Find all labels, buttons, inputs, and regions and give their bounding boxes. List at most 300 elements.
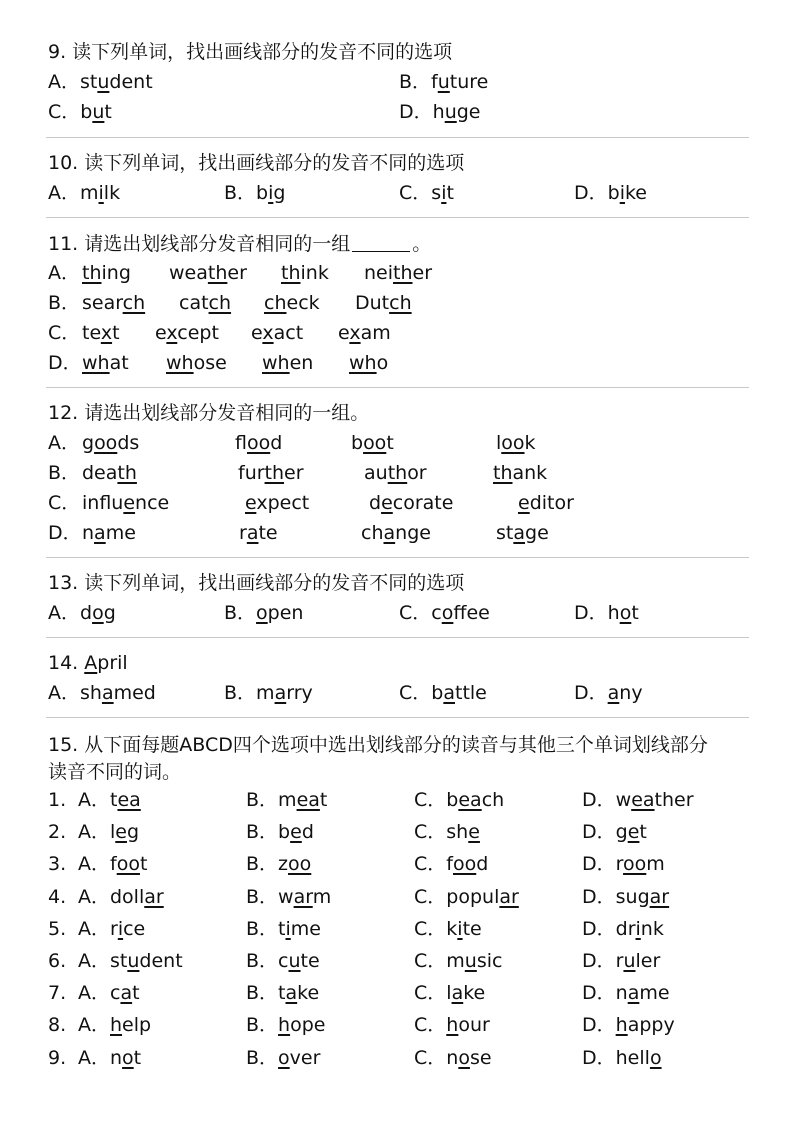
word-fragment: g (273, 182, 286, 204)
underlined-letters: oo (288, 853, 312, 876)
group-word (82, 431, 139, 455)
word-fragment: er (284, 462, 304, 484)
q15-option (78, 885, 164, 909)
underlined-letters: th (82, 262, 102, 284)
title-text: 11. 请选出划线部分发音相同的一组 (48, 233, 351, 255)
option-label: B． (246, 821, 279, 844)
underlined-letters: a (120, 982, 133, 1005)
group-word (82, 351, 129, 375)
word-fragment: n (82, 522, 95, 544)
word-fragment: t (112, 322, 120, 344)
underlined-letters: h (110, 1014, 123, 1037)
underlined-letters: a (101, 682, 114, 704)
q15-option (582, 1046, 662, 1070)
group-word (82, 461, 137, 485)
underlined-letters: u (92, 101, 105, 123)
word-fragment: d (369, 492, 382, 514)
group-word (364, 461, 427, 485)
word-fragment: sh (80, 682, 102, 704)
word-fragment: au (364, 462, 388, 484)
word-fragment: t (386, 432, 394, 454)
underlined-letters: th (207, 262, 228, 284)
word-fragment: ose (193, 352, 227, 374)
word-fragment: t (278, 917, 286, 940)
underlined-letters: i (635, 917, 641, 940)
title-text: 。 (412, 233, 432, 255)
word-fragment: f (446, 853, 453, 876)
question-14-option (399, 681, 487, 705)
item-number: 1. (48, 789, 67, 811)
question-9-option (399, 100, 480, 124)
item-number: 2. (48, 821, 67, 844)
word-fragment: b (446, 789, 459, 811)
word-fragment: elp (122, 1014, 152, 1037)
option-label: D． (574, 682, 608, 704)
underlined-letters: o (619, 602, 632, 624)
option-label: B． (399, 71, 432, 93)
underlined-letters: th (281, 262, 301, 284)
q15-option (246, 1013, 325, 1037)
option-label: C． (414, 917, 447, 940)
option-label: B． (246, 1014, 279, 1037)
word-fragment: sh (446, 821, 469, 844)
word-fragment: popul (446, 885, 500, 908)
q15-option (414, 885, 519, 909)
underlined-letters: e (627, 821, 640, 844)
word-fragment: h (607, 602, 620, 624)
q15-option (246, 1046, 320, 1070)
underlined-letters: i (117, 917, 124, 940)
word-fragment: w (278, 885, 294, 908)
word-fragment: t (446, 182, 454, 204)
word-fragment: c (278, 950, 289, 972)
underlined-letters: u (97, 71, 110, 93)
option-label: B． (246, 853, 279, 876)
option-label: B． (246, 789, 279, 811)
q15-option (414, 949, 502, 973)
word-fragment: ds (117, 432, 140, 454)
underlined-letters: u (444, 101, 457, 123)
underlined-letters: oo (452, 853, 477, 876)
group-word (262, 351, 313, 375)
question-13-title: 13. 读下列单词，找出画线部分的发音不同的选项 (48, 572, 465, 594)
group-word (82, 491, 169, 515)
word-fragment: c (110, 982, 121, 1005)
q15-option (414, 1046, 492, 1070)
word-fragment: fur (238, 462, 265, 484)
underlined-letters: oo (623, 853, 647, 876)
option-label: C． (399, 602, 432, 624)
word-fragment: doll (110, 885, 145, 908)
word-fragment: am (360, 322, 391, 344)
option-label: B． (246, 917, 279, 940)
answer-blank[interactable] (352, 231, 410, 252)
underlined-letters: e (468, 821, 480, 844)
underlined-letters: wh (262, 352, 290, 374)
word-fragment: d (476, 853, 489, 876)
word-fragment: er (412, 262, 433, 284)
underlined-letters: ar (144, 885, 164, 908)
group-word (518, 491, 574, 515)
option-label: A． (48, 182, 80, 204)
row-label: B． (48, 462, 81, 484)
word-fragment: fl (235, 432, 247, 454)
row-label: B． (48, 292, 81, 314)
word-fragment: b (607, 182, 620, 204)
option-label: C． (48, 101, 81, 123)
underlined-letters: oo (363, 432, 387, 454)
underlined-letters: i (98, 182, 104, 204)
section-divider (46, 557, 749, 558)
underlined-letters: u (288, 950, 301, 972)
word-fragment: f (110, 853, 117, 876)
group-word (493, 461, 547, 485)
word-fragment: ank (512, 462, 548, 484)
word-fragment: te (82, 322, 101, 344)
underlined-letters: th (117, 462, 137, 484)
word-fragment: eck (286, 292, 320, 314)
underlined-letters: o (458, 1046, 470, 1069)
option-label: A． (48, 602, 80, 624)
word-fragment: lk (103, 182, 121, 204)
word-fragment: g (82, 432, 95, 454)
word-fragment: k (524, 432, 536, 454)
underlined-letters: ea (296, 789, 320, 811)
word-fragment: me (290, 917, 321, 940)
group-word (369, 491, 453, 515)
word-fragment: m (646, 853, 665, 876)
word-fragment: l (496, 432, 502, 454)
underlined-letters: u (127, 950, 140, 972)
word-fragment: b (278, 821, 291, 844)
q15-option (246, 885, 331, 909)
item-number: 5. (48, 917, 67, 940)
word-fragment: med (113, 682, 156, 704)
q15-option (582, 820, 647, 844)
word-fragment: te (462, 917, 482, 940)
group-word (82, 321, 120, 345)
section-divider (46, 387, 749, 388)
question-14-option (574, 681, 643, 705)
word-fragment: at (109, 352, 129, 374)
word-fragment: st (496, 522, 514, 544)
question-13-option (48, 601, 116, 625)
word-fragment: ttle (455, 682, 487, 704)
row-label: C． (48, 492, 81, 514)
underlined-letters: a (274, 682, 287, 704)
underlined-letters: wh (349, 352, 377, 374)
word-fragment: r (110, 917, 118, 940)
underlined-letters: a (451, 982, 464, 1005)
word-fragment: pen (267, 602, 304, 624)
option-label: A． (78, 1014, 110, 1037)
option-label: D． (582, 821, 616, 844)
option-label: C． (414, 950, 447, 972)
option-label: A． (78, 853, 110, 876)
word-fragment: ler (635, 950, 661, 972)
word-fragment: te (258, 522, 278, 544)
question-9-option (399, 70, 488, 94)
underlined-letters: oo (116, 853, 140, 876)
question-9-option (48, 100, 112, 124)
word-fragment: ch (481, 789, 505, 811)
word-fragment: d (270, 432, 283, 454)
word-fragment: hell (615, 1046, 650, 1069)
option-label: B． (246, 1046, 279, 1069)
q15-option (582, 852, 665, 876)
word-fragment: our (458, 1014, 490, 1037)
word-fragment: cept (177, 322, 219, 344)
row-label: A． (48, 432, 80, 454)
option-label: D． (582, 789, 616, 811)
underlined-letters: h (278, 1014, 291, 1037)
group-word (179, 291, 231, 315)
question-11-title (48, 231, 431, 256)
word-fragment: Dut (355, 292, 390, 314)
word-fragment: b (80, 101, 93, 123)
word-fragment: act (273, 322, 304, 344)
word-fragment: dent (109, 71, 153, 93)
group-word (351, 431, 394, 455)
word-fragment: e (155, 322, 167, 344)
word-fragment: me (105, 522, 136, 544)
underlined-letters: e (123, 492, 136, 514)
q15-option (78, 852, 147, 876)
option-label: A． (78, 917, 110, 940)
underlined-letters: x (100, 322, 113, 344)
q15-option (246, 852, 311, 876)
underlined-letters: h (615, 1014, 628, 1037)
question-10-option (224, 181, 285, 205)
word-fragment: st (110, 950, 128, 972)
q15-option (582, 788, 694, 812)
word-fragment: ope (290, 1014, 326, 1037)
underlined-letters: x (349, 322, 361, 344)
underlined-letters: u (623, 950, 636, 972)
question-15-title-line2: 读音不同的词。 (48, 761, 182, 783)
word-fragment: ing (101, 262, 131, 284)
option-label: D． (574, 182, 608, 204)
word-fragment: st (80, 71, 98, 93)
word-fragment: en (289, 352, 314, 374)
group-word (166, 351, 227, 375)
q15-option (582, 917, 664, 941)
group-word (251, 321, 303, 345)
q15-option (582, 949, 660, 973)
underlined-letters: i (457, 917, 463, 940)
underlined-letters: oo (94, 432, 118, 454)
word-fragment: ke (297, 982, 320, 1005)
word-fragment: b (351, 432, 364, 454)
word-fragment: r (239, 522, 247, 544)
q15-option (414, 981, 485, 1005)
word-fragment: n (110, 1046, 123, 1069)
underlined-letters: o (441, 602, 454, 624)
group-word (238, 461, 304, 485)
option-label: D． (582, 982, 616, 1005)
word-fragment: e (338, 322, 350, 344)
q15-option (78, 949, 183, 973)
word-fragment: g (126, 821, 140, 844)
underlined-letters: ea (631, 789, 655, 811)
word-fragment: me (639, 982, 670, 1005)
word-fragment: corate (392, 492, 454, 514)
option-label: A． (78, 789, 110, 811)
option-label: A． (78, 821, 110, 844)
word-fragment: wea (169, 262, 208, 284)
group-word (245, 491, 309, 515)
word-fragment: d (80, 602, 93, 624)
word-fragment: se (469, 1046, 492, 1069)
word-fragment: xpect (256, 492, 310, 514)
option-label: C． (414, 821, 447, 844)
q15-option (246, 981, 319, 1005)
word-fragment: z (278, 853, 289, 876)
word-fragment: ffee (453, 602, 490, 624)
option-label: C． (414, 853, 447, 876)
underlined-letters: e (245, 492, 257, 514)
item-number: 7. (48, 982, 67, 1005)
word-fragment: ver (289, 1046, 321, 1069)
underlined-letters: x (166, 322, 178, 344)
word-fragment: influ (82, 492, 124, 514)
word-fragment: n (615, 982, 628, 1005)
word-fragment: b (431, 682, 444, 704)
option-label: B． (246, 885, 279, 908)
underlined-letters: e (290, 821, 302, 844)
option-label: C． (414, 789, 447, 811)
word-fragment: b (256, 182, 269, 204)
word-fragment: nk (640, 917, 664, 940)
section-divider (46, 637, 749, 638)
question-14-option (48, 681, 156, 705)
row-label: A． (48, 262, 80, 284)
underlined-letters: ar (499, 885, 519, 908)
underlined-letters: i (619, 182, 625, 204)
underlined-letters: a (94, 522, 106, 544)
word-fragment: sug (615, 885, 650, 908)
option-label: B． (224, 602, 257, 624)
option-label: A． (78, 982, 110, 1005)
underlined-letters: ch (122, 292, 146, 314)
word-fragment: pril (97, 652, 128, 674)
word-fragment: t (278, 982, 286, 1005)
word-fragment: ce (123, 917, 146, 940)
word-fragment: nge (395, 522, 431, 544)
word-fragment: g (103, 602, 116, 624)
q15-option (414, 820, 480, 844)
word-fragment: ge (456, 101, 481, 123)
underlined-letters: u (464, 950, 477, 972)
underlined-letters: e (381, 492, 393, 514)
word-fragment: ture (449, 71, 489, 93)
option-label: A． (78, 1046, 110, 1069)
group-word (496, 521, 549, 545)
word-fragment: r (615, 853, 624, 876)
underlined-letters: a (246, 522, 259, 544)
group-word (82, 261, 131, 285)
word-fragment: ch (361, 522, 384, 544)
underlined-letters: o (92, 602, 104, 624)
underlined-letters: ar (649, 885, 670, 908)
row-label: C． (48, 322, 81, 344)
word-fragment: ke (463, 982, 486, 1005)
question-12-title: 12. 请选出划线部分发音相同的一组。 (48, 402, 370, 424)
underlined-letters: ch (208, 292, 232, 314)
question-13-option (399, 601, 490, 625)
option-label: A． (78, 950, 110, 972)
question-9-title: 9. 读下列单词，找出画线部分的发音不同的选项 (48, 41, 453, 63)
underlined-letters: wh (82, 352, 110, 374)
option-label: C． (414, 982, 447, 1005)
q15-option (78, 788, 141, 812)
group-word (349, 351, 388, 375)
underlined-letters: a (383, 522, 396, 544)
underlined-letters: wh (166, 352, 194, 374)
question-13-option (574, 601, 639, 625)
q15-option (78, 820, 139, 844)
word-fragment: ke (624, 182, 647, 204)
word-fragment: t (133, 1046, 142, 1069)
option-label: C． (399, 682, 432, 704)
word-fragment: ny (619, 682, 643, 704)
group-word (496, 431, 536, 455)
q15-option (78, 1046, 141, 1070)
question-10-title: 10. 读下列单词，找出画线部分的发音不同的选项 (48, 152, 465, 174)
q15-option (246, 820, 314, 844)
word-fragment: m (446, 950, 465, 972)
question-14-option (224, 681, 313, 705)
option-label: C． (399, 182, 432, 204)
group-word (281, 261, 329, 285)
word-fragment: m (256, 682, 275, 704)
word-fragment: t (110, 789, 118, 811)
word-fragment: dent (139, 950, 183, 972)
group-word (82, 521, 136, 545)
group-word (361, 521, 431, 545)
question-10-option (574, 181, 647, 205)
word-fragment: appy (627, 1014, 675, 1037)
word-fragment: t (132, 982, 140, 1005)
underlined-letters: th (264, 462, 285, 484)
word-fragment: k (446, 917, 458, 940)
word-fragment: l (446, 982, 452, 1005)
group-word (155, 321, 219, 345)
option-label: C． (414, 1046, 447, 1069)
group-word (169, 261, 247, 285)
word-fragment: 14. (48, 652, 85, 674)
item-number: 6. (48, 950, 67, 972)
q15-option (414, 788, 504, 812)
word-fragment: t (319, 789, 328, 811)
word-fragment: te (300, 950, 320, 972)
word-fragment: ther (654, 789, 694, 811)
section-divider (46, 137, 749, 138)
option-label: A． (48, 682, 80, 704)
underlined-letters: a (443, 682, 455, 704)
option-label: C． (414, 1014, 447, 1037)
group-word (338, 321, 391, 345)
q15-option (582, 1013, 675, 1037)
underlined-letters: ch (264, 292, 287, 314)
word-fragment: er (227, 262, 247, 284)
underlined-letters: o (278, 1046, 290, 1069)
word-fragment: ditor (529, 492, 574, 514)
underlined-letters: u (437, 71, 450, 93)
q15-option (414, 1013, 490, 1037)
section-divider (46, 217, 749, 218)
option-label: A． (78, 885, 110, 908)
